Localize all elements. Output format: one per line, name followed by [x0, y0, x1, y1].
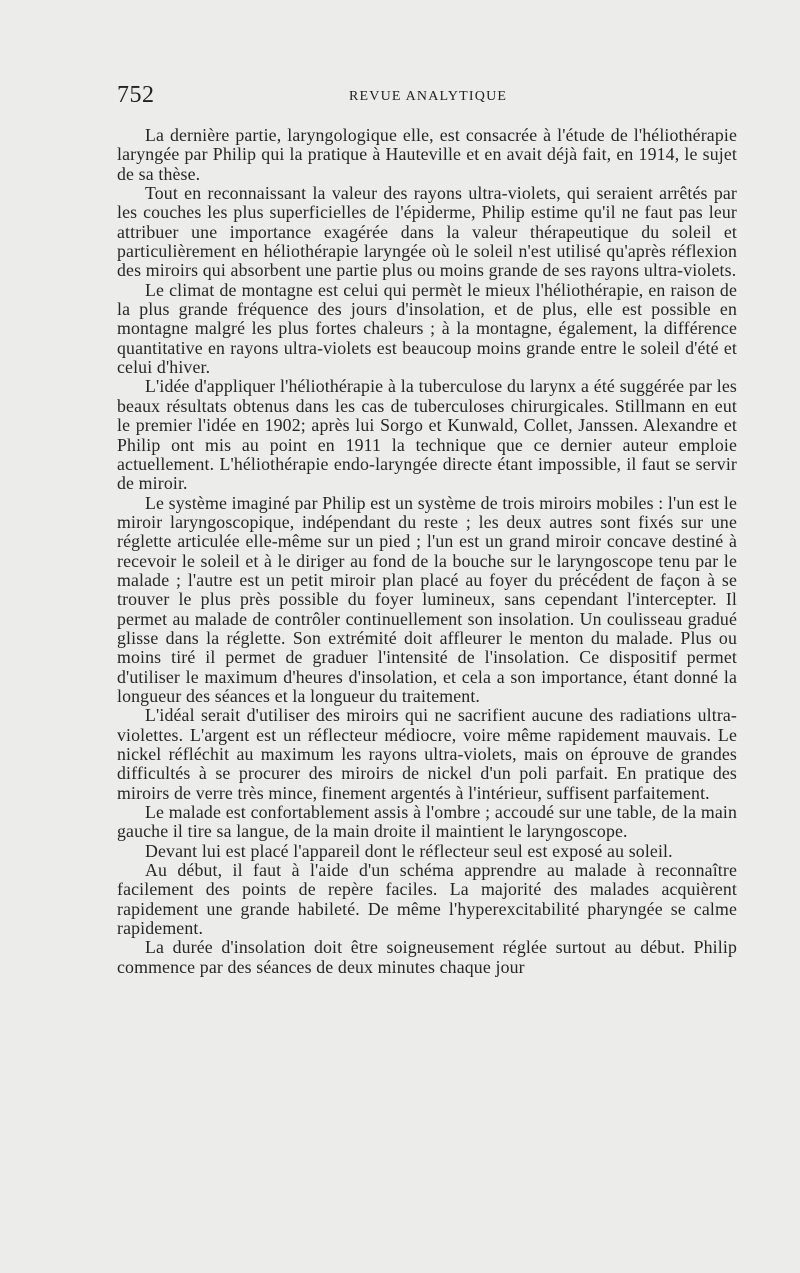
paragraph: L'idéal serait d'utiliser des miroirs qui ne sacrifient aucune des radiations ultra-violettes. L'argent est un réflecteur médiocre, voire même rapidement mauvais. Le nickel réfléchit au maximum les rayons ultra-violets, mais on éprouve de grandes difficultés à se procurer des miroirs de nickel d'un poli parfait. En pratique des miroirs de verre très mince, finement argentés à l'intérieur, suffisent parfaitement. [117, 705, 737, 803]
paragraph: La durée d'insolation doit être soigneusement réglée surtout au début. Philip commence par des séances de deux minutes chaque jour [117, 937, 737, 977]
body-text [117, 126, 737, 977]
paragraph: Le malade est confortablement assis à l'ombre ; accoudé sur une table, de la main gauche il tire sa langue, de la main droite il maintient le laryngoscope. [117, 802, 737, 842]
paragraph: Au début, il faut à l'aide d'un schéma apprendre au malade à reconnaître facilement des points de repère faciles. La majorité des malades acquièrent rapidement une grande habileté. De même l'hyperexcitabilité pharyngée se calme rapidement. [117, 860, 737, 939]
running-head: REVUE ANALYTIQUE [349, 89, 508, 104]
paragraph: Tout en reconnaissant la valeur des rayons ultra-violets, qui seraient arrêtés par les couches les plus superficielles de l'épiderme, Philip estime qu'il ne faut pas leur attribuer une importance exagérée dans la valeur thérapeutique du soleil et particulièrement en héliothérapie laryngée où le soleil n'est utilisé qu'après réflexion des miroirs qui absorbent une partie plus ou moins grande de ses rayons ultra-violets. [117, 183, 737, 281]
paragraph: Devant lui est placé l'appareil dont le réflecteur seul est exposé au soleil. [145, 840, 673, 861]
paragraph: La dernière partie, laryngologique elle, est consacrée à l'étude de l'héliothérapie laryngée par Philip qui la pratique à Hauteville et en avait déjà fait, en 1914, le sujet de sa thèse. [117, 125, 737, 184]
paragraph: Le système imaginé par Philip est un système de trois miroirs mobiles : l'un est le miroir laryngoscopique, indépendant du reste ; les deux autres sont fixés sur une réglette articulée elle-même sur un pied ; l'un est un grand miroir concave destiné à recevoir le soleil et à le diriger au fond de la bouche sur le laryngoscope tenu par le malade ; l'autre est un petit miroir plan placé au foyer du précédent de façon à se trouver le plus près possible du foyer lumineux, sans cependant l'intercepter. Il permet au malade de contrôler continuellement son insolation. Un coulisseau gradué glisse dans la réglette. Son extrémité doit affleurer le menton du malade. Plus ou moins tiré il permet de graduer l'intensité de l'insolation. Ce dispositif permet d'utiliser le maximum d'heures d'insolation, et cela a son importance, étant donné la longueur des séances et la longueur du traitement. [117, 492, 737, 706]
paragraph: L'idée d'appliquer l'héliothérapie à la tuberculose du larynx a été suggérée par les beaux résultats obtenus dans les cas de tuberculoses chirurgicales. Stillmann en eut le premier l'idée en 1902; après lui Sorgo et Kunwald, Collet, Janssen. Alexandre et Philip ont mis au point en 1911 la technique que ce dernier auteur emploie actuellement. L'héliothérapie endo-laryngée directe étant impossible, il faut se servir de miroir. [117, 376, 737, 494]
paragraph: Le climat de montagne est celui qui permèt le mieux l'héliothérapie, en raison de la plus grande fréquence des jours d'insolation, et de plus, elle est possible en montagne malgré les plus fortes chaleurs ; à la montagne, également, la différence quantitative en rayons ultra-violets est beaucoup moins grande entre le soleil d'été et celui d'hiver. [117, 279, 737, 378]
page-number: 752 [117, 82, 155, 108]
